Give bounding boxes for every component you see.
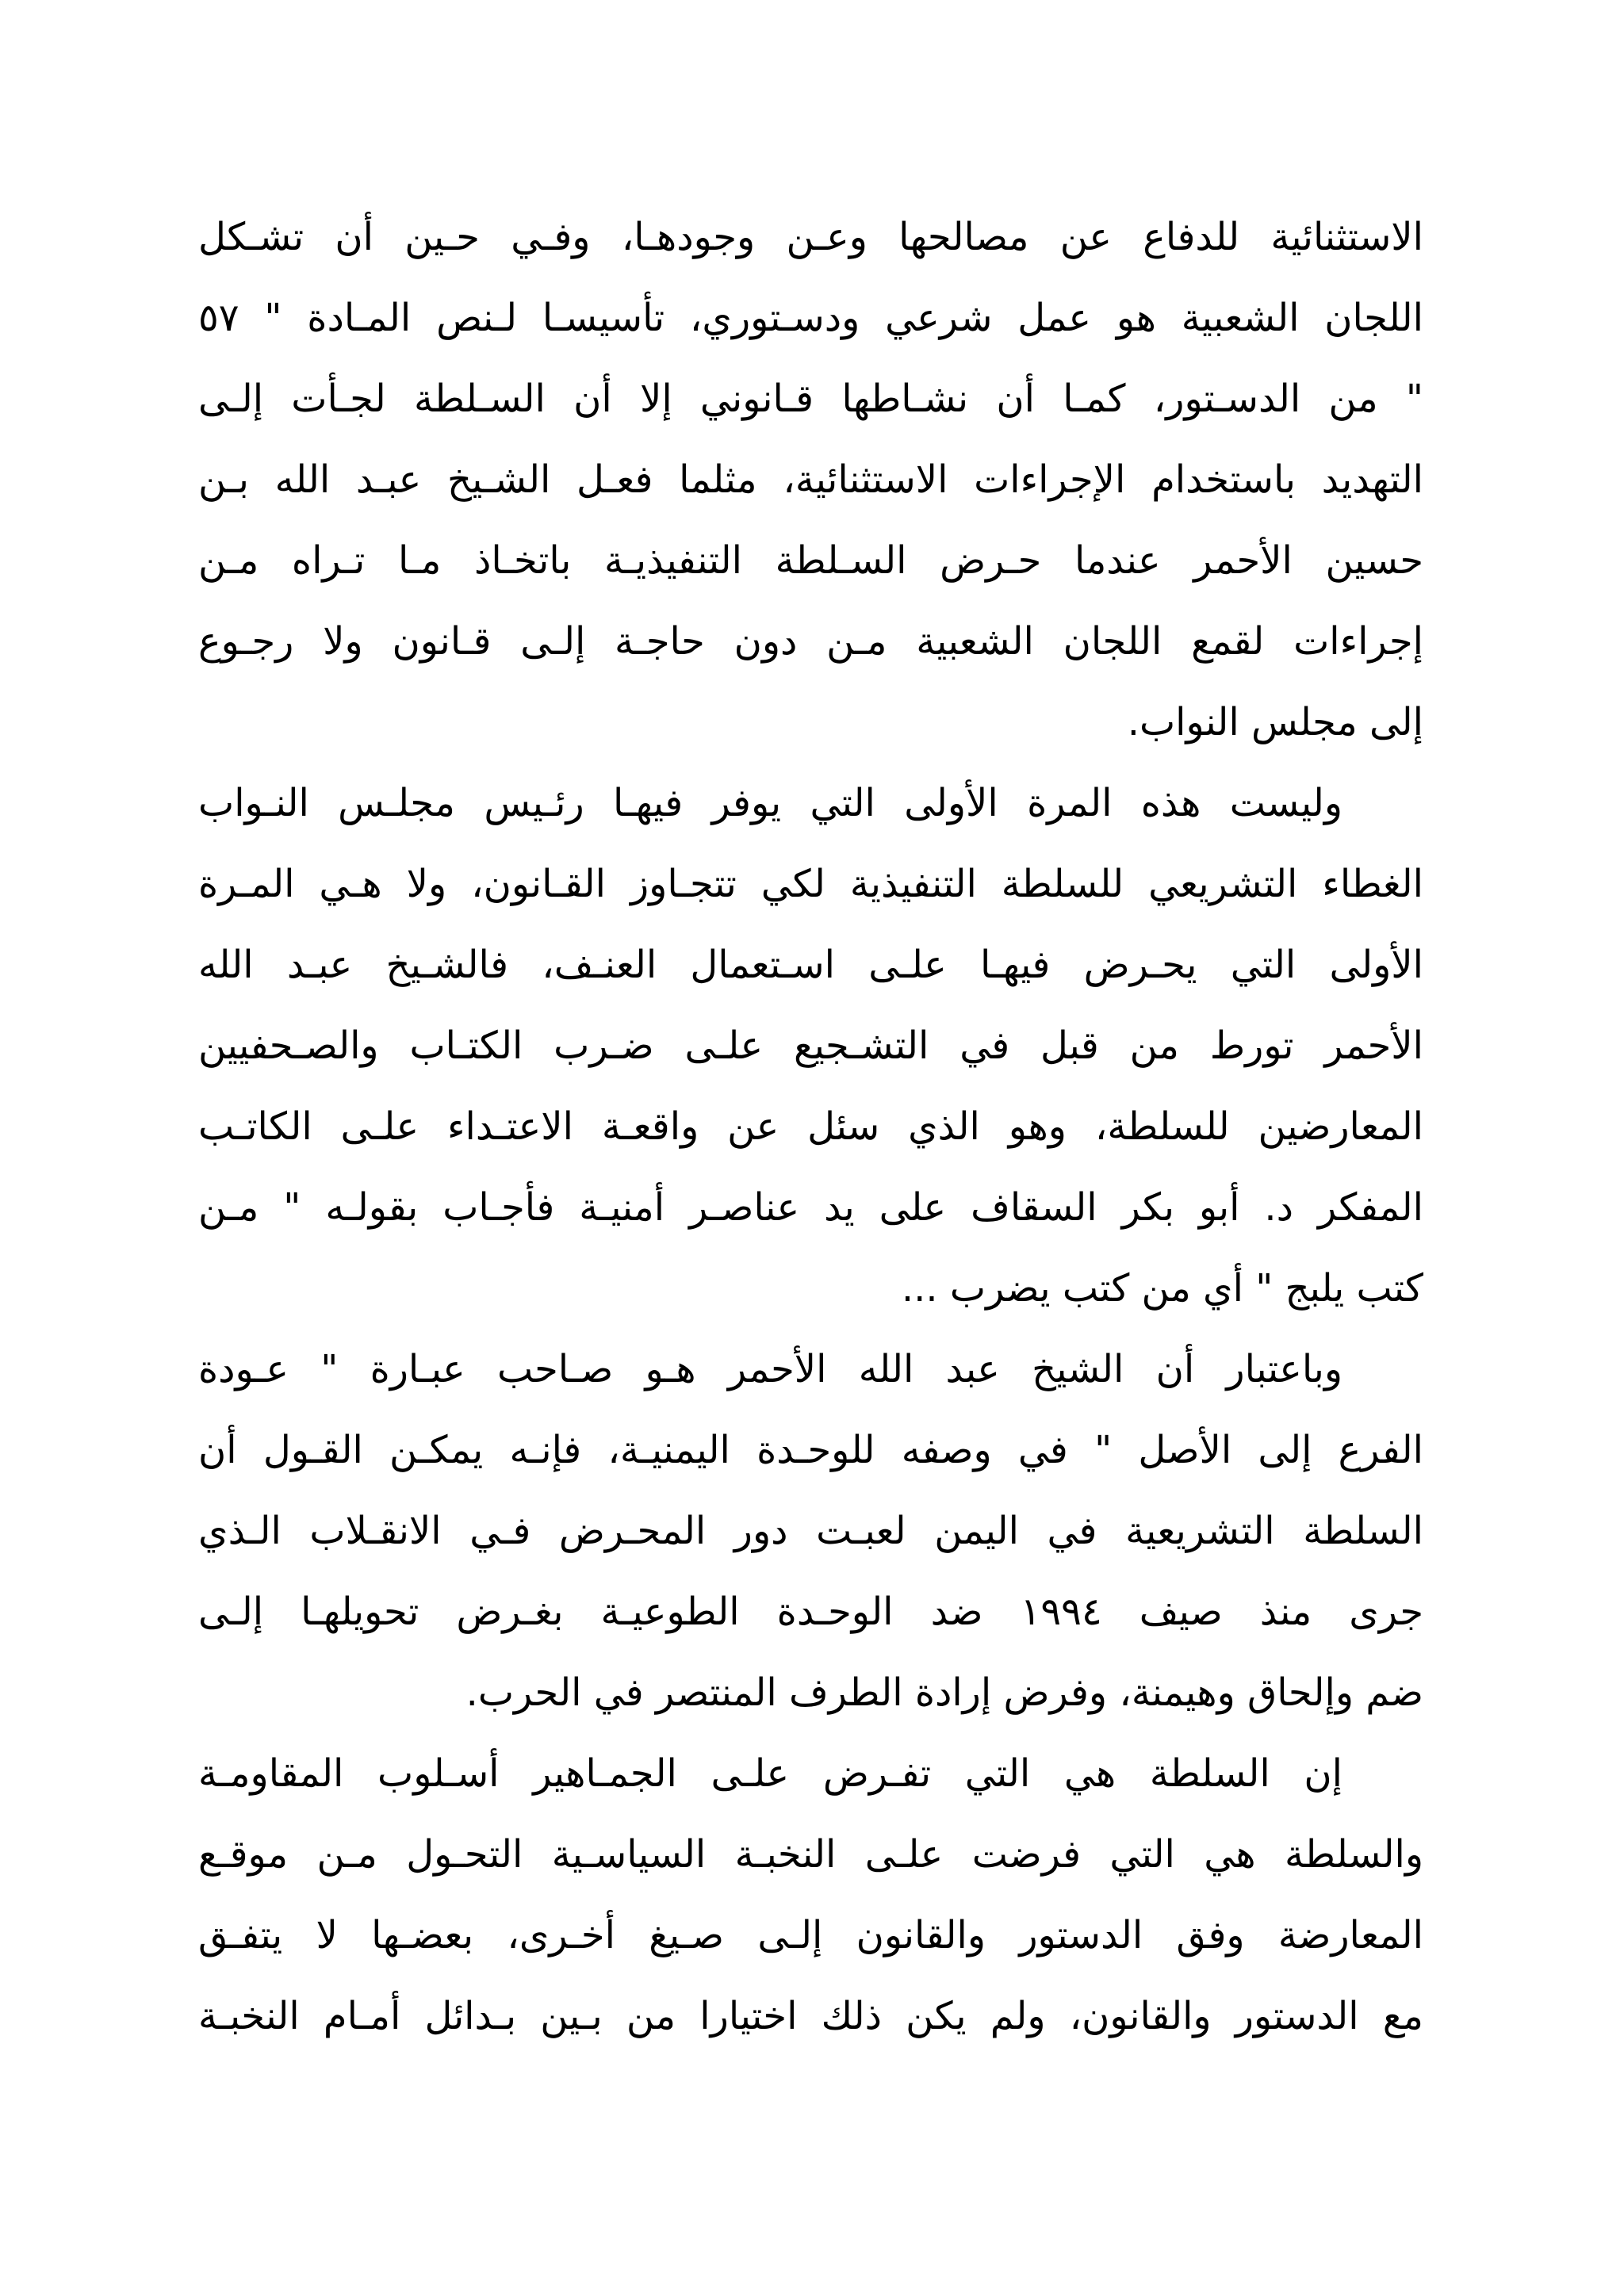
body-text <box>198 197 1423 2057</box>
paragraph-4-line-2: والسلطة هي التي فرضت علـى النخبـة السياسـية التحـول مـن موقـع <box>198 1832 1423 1877</box>
paragraph-2-line-6: المفكر د. أبو بكر السقاف على يد عناصـر أمنيـة فأجـاب بقولـه " مـن <box>198 1185 1423 1230</box>
paragraph-2-line-1: وليست هذه المرة الأولى التي يوفر فيهـا رئـيس مجلـس النـواب <box>198 781 1342 825</box>
paragraph-2-line-3: الأولى التي يحـرض فيهـا علـى اسـتعمال العنـف، فالشـيخ عبـد الله <box>198 943 1423 987</box>
paragraph-3-line-1: وباعتبار أن الشيخ عبد الله الأحمر هـو صـاحب عبـارة " عـودة <box>198 1347 1342 1391</box>
paragraph-3-line-5: ضم وإلحاق وهيمنة، وفرض إرادة الطرف المنتصر في الحرب. <box>465 1670 1423 1715</box>
paragraph-1-line-2: اللجان الشعبية هو عمل شرعي ودسـتوري، تأسيسـا لـنص المـادة " ٥٧ <box>198 296 1423 340</box>
paragraph-4-line-4: مع الدستور والقانون، ولم يكن ذلك اختيارا من بـين بـدائل أمـام النخبـة <box>198 1994 1423 2038</box>
paragraph-1-line-7: إلى مجلس النواب. <box>1127 700 1423 744</box>
paragraph-1-line-5: حسين الأحمر عندما حـرض السـلطة التنفيذيـة باتخـاذ مـا تـراه مـن <box>198 538 1423 583</box>
paragraph-2-line-4: الأحمر تورط من قبل في التشـجيع علـى ضـرب الكتـاب والصـحفيين <box>198 1024 1423 1068</box>
paragraph-1-line-3: " من الدسـتور، كمـا أن نشـاطها قـانوني إلا أن السـلطة لجـأت إلـى <box>198 377 1423 421</box>
paragraph-2-line-2: الغطاء التشريعي للسلطة التنفيذية لكي تتجـاوز القـانون، ولا هـي المـرة <box>198 862 1423 906</box>
paragraph-2-line-5: المعارضين للسلطة، وهو الذي سئل عن واقعـة الاعتـداء علـى الكاتـب <box>198 1104 1423 1149</box>
paragraph-3-line-3: السلطة التشريعية في اليمن لعبـت دور المحـرض فـي الانقـلاب الـذي <box>198 1509 1423 1553</box>
paragraph-1-line-1: الاستثنائية للدفاع عن مصالحها وعـن وجودهـا، وفـي حـين أن تشـكل <box>198 215 1423 259</box>
paragraph-4-line-3: المعارضة وفق الدستور والقانون إلـى صـيغ أخـرى، بعضـها لا يتفـق <box>198 1913 1423 1957</box>
paragraph-4-line-1: إن السلطة هي التي تفـرض علـى الجمـاهير أسـلوب المقاومـة <box>198 1751 1342 1796</box>
paragraph-1-line-6: إجراءات لقمع اللجان الشعبية مـن دون حاجـة إلـى قـانون ولا رجـوع <box>198 619 1423 664</box>
paragraph-3-line-2: الفرع إلى الأصل " في وصفه للوحـدة اليمنيـة، فإنـه يمكـن القـول أن <box>198 1428 1423 1472</box>
paragraph-3-line-4: جرى منذ صيف ١٩٩٤ ضد الوحـدة الطوعيـة بغـرض تحويلهـا إلـى <box>198 1590 1423 1634</box>
paragraph-2-line-7: كتب يلبج " أي من كتب يضرب ... <box>901 1266 1423 1311</box>
paragraph-1-line-4: التهديد باستخدام الإجراءات الاستثنائية، مثلما فعـل الشـيخ عبـد الله بـن <box>198 457 1423 502</box>
